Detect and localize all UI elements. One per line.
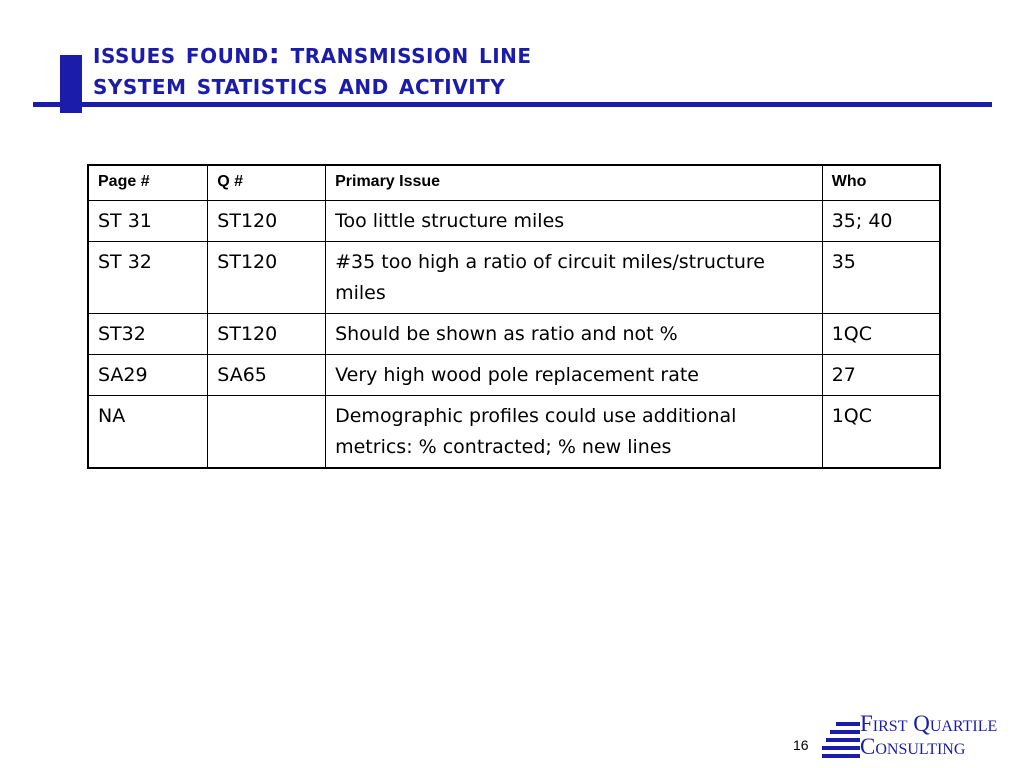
slide-title-line2: system statistics and activity [93, 68, 506, 101]
page-number: 16 [793, 737, 809, 753]
table-row [88, 242, 940, 314]
header-who: Who [822, 165, 940, 201]
table-row [88, 314, 940, 355]
cell-page: ST32 [88, 314, 208, 355]
company-logo [822, 712, 1022, 762]
cell-who: 35 [822, 242, 940, 314]
cell-page: NA [88, 396, 208, 469]
cell-primary-issue: Very high wood pole replacement rate [326, 355, 823, 396]
cell-primary-issue: Demographic profiles could use additional metrics: % contracted; % new lines [326, 396, 823, 469]
slide-title-line1: issues found: transmission line [93, 37, 532, 70]
table-row [88, 396, 940, 469]
table-row [88, 355, 940, 396]
header-question: Q # [208, 165, 326, 201]
cell-question: ST120 [208, 314, 326, 355]
cell-primary-issue: #35 too high a ratio of circuit miles/structure miles [326, 242, 823, 314]
cell-question: ST120 [208, 242, 326, 314]
cell-question: ST120 [208, 201, 326, 242]
cell-page: ST 31 [88, 201, 208, 242]
cell-page: SA29 [88, 355, 208, 396]
issues-table [87, 164, 941, 469]
table-header-row [88, 165, 940, 201]
cell-page: ST 32 [88, 242, 208, 314]
logo-line2: Consulting [860, 734, 966, 759]
cell-primary-issue: Too little structure miles [326, 201, 823, 242]
cell-who: 1QC [822, 396, 940, 469]
cell-question: SA65 [208, 355, 326, 396]
cell-question [208, 396, 326, 469]
cell-who: 1QC [822, 314, 940, 355]
cell-who: 27 [822, 355, 940, 396]
header-primary-issue: Primary Issue [326, 165, 823, 201]
slide-title [93, 38, 532, 100]
title-underline-rule [33, 102, 992, 107]
header-page: Page # [88, 165, 208, 201]
cell-who: 35; 40 [822, 201, 940, 242]
table-row [88, 201, 940, 242]
cell-primary-issue: Should be shown as ratio and not % [326, 314, 823, 355]
logo-text [860, 712, 997, 758]
logo-line1: First Quartile [860, 711, 998, 736]
